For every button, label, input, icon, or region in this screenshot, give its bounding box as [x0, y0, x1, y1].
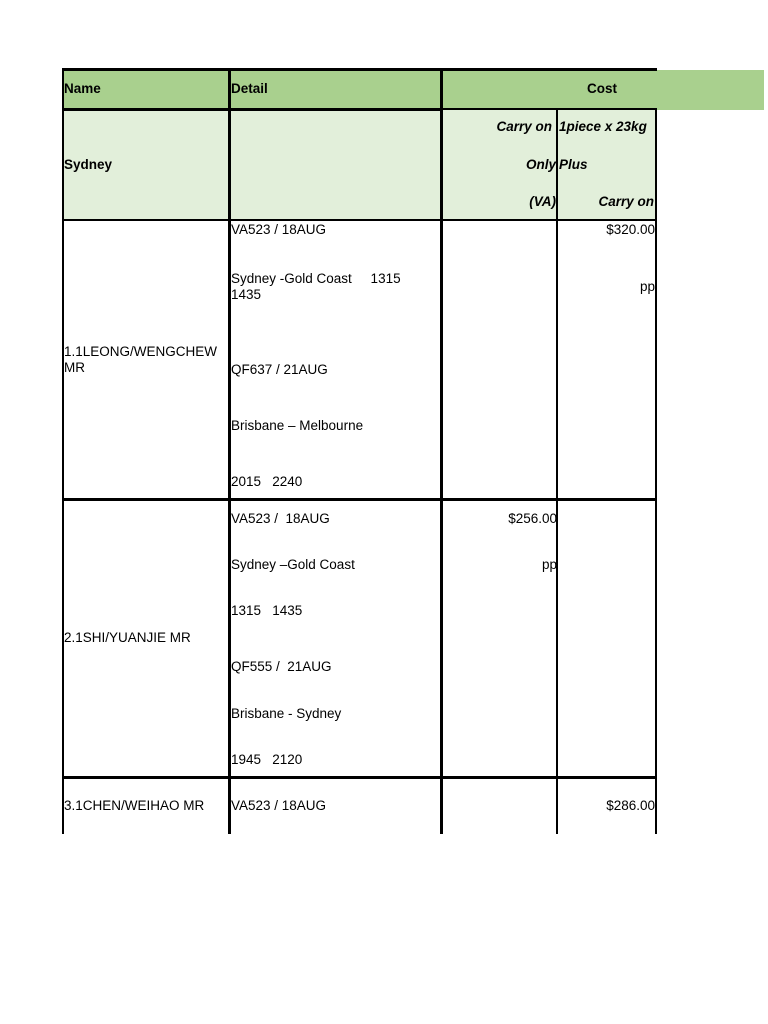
col-detail-right-border: [440, 68, 443, 834]
row2-passenger-name: 2.1SHI/YUANJIE MR: [64, 630, 191, 645]
subheader-city: Sydney: [64, 157, 113, 172]
header-bottom-border: [63, 108, 443, 111]
row1-detail-line5: 2015 2240: [231, 474, 303, 489]
23kg-label-line2: Plus: [559, 157, 588, 172]
row2-detail-line3: 1315 1435: [231, 603, 303, 618]
row1-passenger-name: 1.1LEONG/WENGCHEW MR: [64, 344, 218, 375]
row2-detail-line6: 1945 2120: [231, 752, 303, 767]
row1-detail-line3: QF637 / 21AUG: [231, 362, 328, 377]
row2-detail-line1: VA523 / 18AUG: [231, 511, 330, 526]
header-fill: [63, 70, 764, 110]
subheader-bottom-border: [63, 219, 657, 221]
carryon-label-line2: Only: [525, 157, 556, 172]
23kg-label-line3: Carry on: [598, 194, 654, 209]
row3-passenger-name: 3.1CHEN/WEIHAO MR: [64, 798, 205, 813]
row3-cost-23kg: $286.00: [606, 798, 655, 813]
table-top-border: [63, 68, 657, 71]
row1-bottom-border: [63, 498, 657, 501]
row1-cost-23kg: $320.00: [606, 222, 655, 237]
row1-detail-line1: VA523 / 18AUG: [231, 222, 327, 237]
header-name: Name: [64, 81, 101, 96]
row1-cost-23kg-unit: pp: [639, 279, 655, 294]
row2-detail-line5: Brisbane - Sydney: [231, 706, 342, 721]
23kg-label-line1: 1piece x 23kg: [559, 119, 647, 134]
header-detail: Detail: [231, 81, 268, 96]
row2-bottom-border: [63, 776, 657, 779]
col-carryon-right-border: [556, 110, 558, 834]
cost-header-bottom-border: [443, 108, 657, 110]
table-left-border: [62, 68, 64, 834]
carryon-label-line1: Carry on: [496, 119, 552, 134]
row3-detail-line1: VA523 / 18AUG: [231, 798, 327, 813]
header-cost: Cost: [587, 81, 617, 96]
col-23kg-right-border: [655, 110, 657, 834]
row1-detail-line2: Sydney -Gold Coast 1315 1435: [231, 271, 405, 302]
row2-cost-carryon-unit: pp: [541, 557, 557, 572]
row2-cost-carryon: $256.00: [508, 511, 557, 526]
carryon-label-line3: (VA): [529, 194, 556, 209]
row2-detail-line4: QF555 / 21AUG: [231, 659, 332, 674]
row1-detail-line4: Brisbane – Melbourne: [231, 418, 364, 433]
row2-detail-line2: Sydney –Gold Coast: [231, 557, 355, 572]
